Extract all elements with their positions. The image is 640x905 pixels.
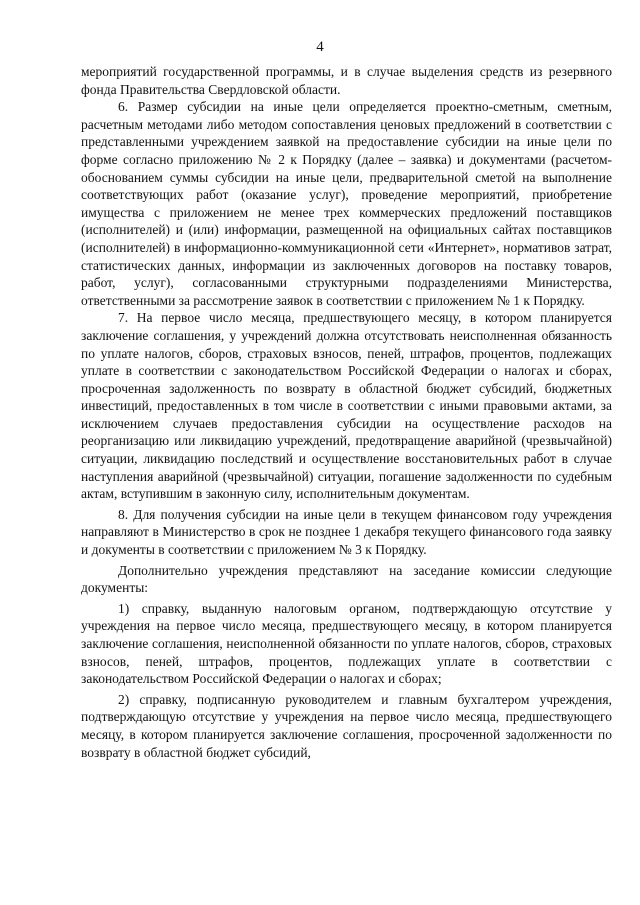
paragraph-additional-documents: Дополнительно учреждения представляют на заседание комиссии следующие документы: <box>81 562 612 596</box>
document-body <box>81 63 612 761</box>
paragraph-continuation: мероприятий государственной программы, и в случае выделения средств из резервного фонда Правительства Свердловской области. <box>81 64 612 97</box>
paragraph-item-8: 8. Для получения субсидии на иные цели в текущем финансовом году учреждения направляют в Министерство в срок не позднее 1 декабря текущего финансового года заявку и документы в соответствии с приложением № 3 к Порядку. <box>81 506 612 558</box>
paragraph-item-6: 6. Размер субсидии на иные цели определяется проектно-сметным, сметным, расчетным методами либо методом сопоставления ценовых предложений в соответствии с представленными учреждением заявкой на предоставление субсидии на иные цели по форме согласно приложению № 2 к Порядку (далее – заявка) и документами (расчетом-обоснованием суммы субсидии на иные цели, предварительной сметой на выполнение соответствующих работ (оказание услуг), проведение мероприятий, приобретение имущества с приложением не менее трех коммерческих предложений поставщиков (исполнителей) и (или) информации, размещенной на официальных сайтах поставщиков (исполнителей) в информационно-коммуникационной сети «Интернет», нормативов затрат, статистических данных, информации из заключенных договоров на поставку товаров, работ, услуг), согласованными структурными подразделениями Министерства, ответственными за рассмотрение заявок в соответствии с приложением № 1 к Порядку. <box>81 99 612 308</box>
list-item-1: 1) справку, выданную налоговым органом, подтверждающую отсутствие у учреждения на первое число месяца, предшествующего месяцу, в котором планируется заключение соглашения, неисполненной обязанности по уплате налогов, сборов, страховых взносов, пеней, штрафов, процентов, подлежащих уплате в соответствии с законодательством Российской Федерации о налогах и сборах; <box>81 600 612 687</box>
page-number: 4 <box>316 39 324 55</box>
paragraph-item-7: 7. На первое число месяца, предшествующего месяцу, в котором планируется заключение соглашения, у учреждений должна отсутствовать неисполненная обязанность по уплате налогов, сборов, страховых взносов, пеней, штрафов, процентов, подлежащих уплате в соответствии с законодательством Российской Федерации о налогах и сборах, просроченная задолженность по возврату в областной бюджет субсидий, бюджетных инвестиций, предоставленных в том числе в соответствии с иными правовыми актами, за исключением случаев предоставления субсидии на осуществление расходов на реорганизацию или ликвидацию учреждений, предотвращение аварийной (чрезвычайной) ситуации, ликвидацию последствий и осуществление восстановительных работ в случае наступления аварийной (чрезвычайной) ситуации, погашение задолженности по судебным актам, вступившим в законную силу, исполнительным документам. <box>81 310 612 502</box>
list-item-2: 2) справку, подписанную руководителем и главным бухгалтером учреждения, подтверждающую отсутствие у учреждения на первое число месяца, предшествующего месяцу, в котором планируется заключение соглашения, просроченной задолженности по возврату в областной бюджет субсидий, <box>81 691 612 760</box>
